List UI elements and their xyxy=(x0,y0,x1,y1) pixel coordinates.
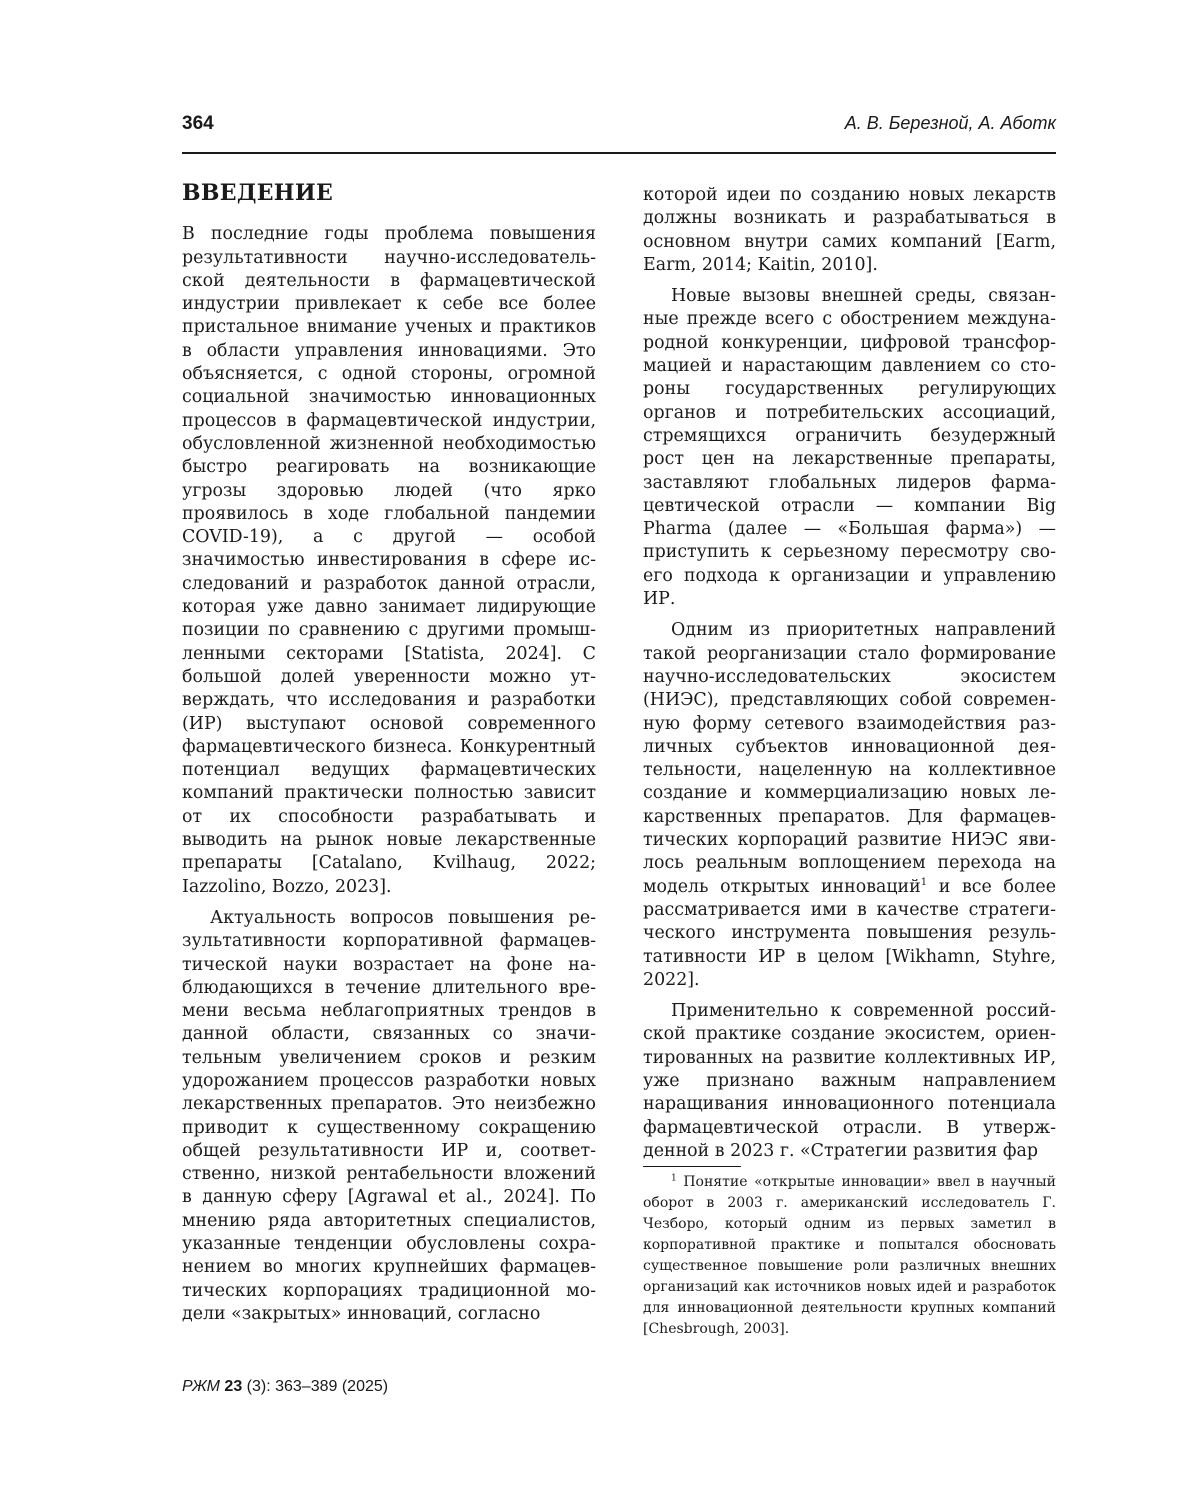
page-header xyxy=(182,113,1056,143)
journal-name: РЖМ xyxy=(182,1378,220,1395)
page-footer xyxy=(182,1378,388,1396)
page-number: 364 xyxy=(182,113,214,134)
paragraph: Применительно к современной российской практике создание экосистем, ориентированных на развитие коллективных ИР, уже признано важным направлением наращивания инновационного потенциала фармацевтической отрасли. В утвержденной в 2023 г. «Стратегии развития фар xyxy=(643,1001,1056,1161)
paragraph: которой идеи по созданию новых лекарств должны возникать и разрабатываться в основном внутри самих компаний [Earm, Earm, 2014; Kaitin, 2010]. xyxy=(643,185,1056,275)
footnote xyxy=(643,1172,1056,1340)
paragraph: Актуальность вопросов повышения результативности корпоративной фармацевтической науки возрастает на фоне наблюдающихся в течение длительного времени весьма неблагоприятных трендов в данной области, связанных со значительным увеличением сроков и резким удорожанием процессов разработки новых лекарственных препаратов. Это неизбежно приводит к существенному сокращению общей результативности ИР и, соответственно, низкой рентабельности вложений в данную сферу [Agrawal et al., 2024]. По мнению ряда авторитетных специалистов, указанные тенденции обусловлены сохранением во многих крупнейших фармацевтических корпорациях традиционной модели «закрытых» инноваций, согласно xyxy=(182,907,596,1324)
paragraph: Новые вызовы внешней среды, связанные прежде всего с обострением международной конкуренции, цифровой трансформацией и нарастающим давлением со стороны государственных регулирующих органов и потребительских ассоциаций, стремящихся ограничить безудержный рост цен на лекарственные препараты, заставляют глобальных лидеров фармацевтической отрасли — компании Big Pharma (далее — «Большая фарма») — приступить к серьезному пересмотру своего подхода к организации и управлению ИР. xyxy=(643,286,1056,610)
footnote-text: Понятие «открытые инновации» ввел в научный оборот в 2003 г. американский исследователь Г. Чезборо, который одним из первых заметил в корпоративной практике и попытался обосновать существенное повышение роли различных внешних организаций как источников новых идей и разработок для инновационной деятельности крупных компаний [Chesbrough, 2003]. xyxy=(643,1174,1056,1337)
journal-volume: 23 xyxy=(224,1378,243,1395)
paragraph-text: Одним из приоритетных направлений такой реорганизации стало формирование научно-исследовательских экосистем (НИЭС), представляющих собой современную форму сетевого взаимодействия различных субъектов инновационной деятельности, нацеленную на коллективное создание и коммерциализацию новых лекарственных препаратов. Для фармацевтических корпораций развитие НИЭС явилось реальным воплощением перехода на модель открытых инноваций xyxy=(643,620,1056,897)
right-column xyxy=(643,184,1056,1163)
section-title: ВВЕДЕНИЕ xyxy=(182,180,334,206)
paragraph: В последние годы проблема повышения результативности научно-исследовательской деятельности в фармацевтической индустрии привлекает к себе все более пристальное внимание ученых и практиков в области управления инновациями. Это объясняется, с одной стороны, огромной социальной значимостью инновационных процессов в фармацевтической индустрии, обусловленной жизненной необходимостью быстро реагировать на возникающие угрозы здоровью людей (что ярко проявилось в ходе глобальной пандемии COVID-19), а с другой — особой значимостью инвестирования в сфере исследований и разработок данной отрасли, которая уже давно занимает лидирующие позиции по сравнению с другими промышленными секторами [Statista, 2024]. С большой долей уверенности можно утверждать, что исследования и разработки (ИР) выступают основой современного фармацевтического бизнеса. Конкурентный потенциал ведущих фармацевтических компаний практически полностью зависит от их способности разрабатывать и выводить на рынок новые лекарственные препараты [Catalano, Kvilhaug, 2022; Iazzolino, Bozzo, 2023]. xyxy=(182,224,596,897)
footnote-marker: 1 xyxy=(671,1173,677,1184)
running-head-authors: А. В. Березной, А. Аботк xyxy=(844,113,1056,133)
footnote-ref: 1 xyxy=(920,876,928,888)
paragraph xyxy=(643,619,1056,992)
left-column xyxy=(182,180,596,1326)
header-rule xyxy=(182,152,1056,154)
journal-issue-pages: (3): 363–389 (2025) xyxy=(242,1378,389,1395)
footnote-rule xyxy=(643,1166,741,1167)
paragraph-text: и все более рассматривается ими в качестве стратегического инструмента повышения результативности ИР в целом [Wikhamn, Styhre, 2022]. xyxy=(643,876,1056,990)
